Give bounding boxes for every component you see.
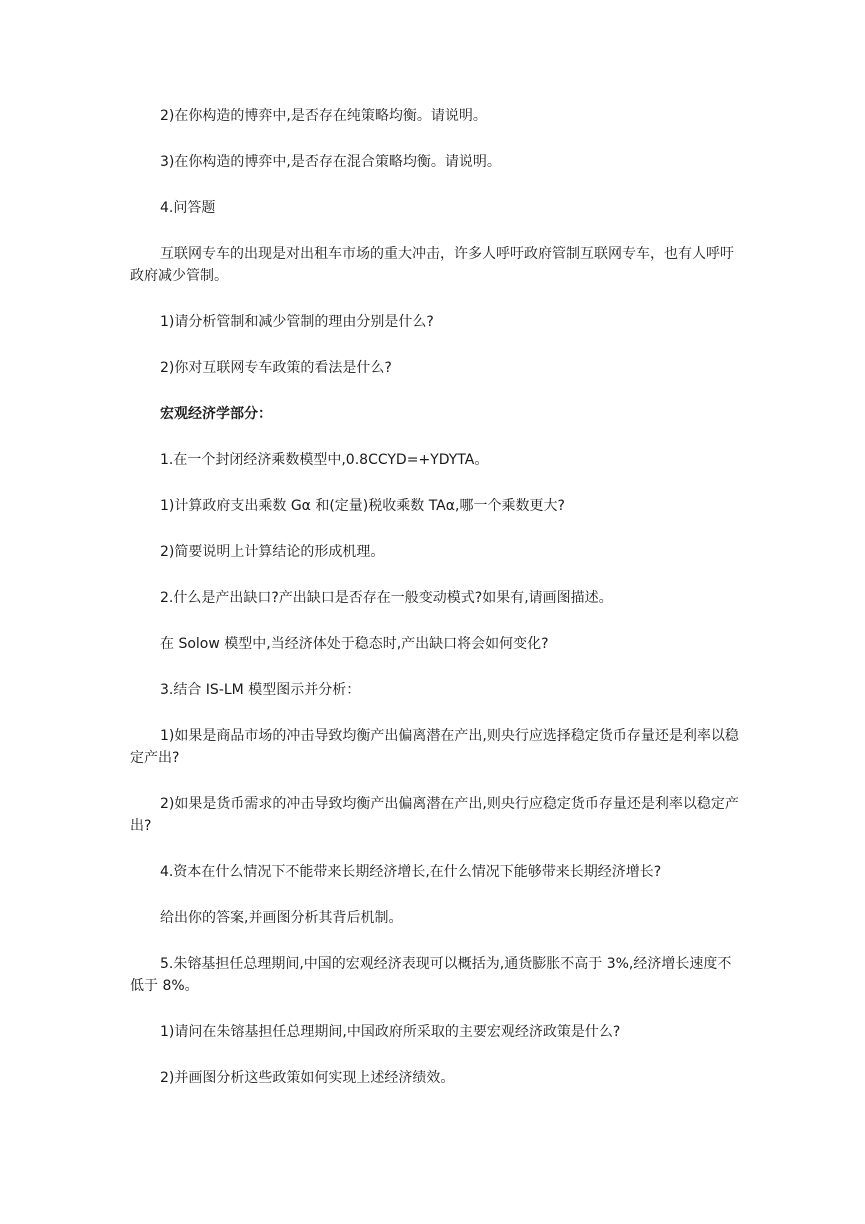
qa-question-1: 1)请分析管制和减少管制的理由分别是什么? [160,314,434,330]
question-3-mixed-strategy: 3)在你构造的博弈中,是否存在混合策略均衡。请说明。 [160,154,501,170]
macro-question-1-part-1: 1)计算政府支出乘数 Gα 和(定量)税收乘数 TAα,哪一个乘数更大? [160,498,565,514]
macro-question-4-instruction: 给出你的答案,并画图分析其背后机制。 [160,910,403,926]
qa-question-2: 2)你对互联网专车政策的看法是什么? [160,360,392,376]
macro-section-heading: 宏观经济学部分： [160,406,272,422]
macro-question-5-part-2: 2)并画图分析这些政策如何实现上述经济绩效。 [160,1070,455,1086]
macro-question-3-part-1: 1)如果是商品市场的冲击导致均衡产出偏离潜在产出,则央行应选择稳定货币存量还是利率以稳定产出? [130,728,739,766]
section-heading-qa: 4.问答题 [160,200,216,216]
macro-question-2-solow: 在 Solow 模型中,当经济体处于稳态时,产出缺口将会如何变化? [160,636,549,652]
macro-question-5: 5.朱镕基担任总理期间,中国的宏观经济表现可以概括为,通货膨胀不高于 3%,经济增长速度不低于 8%。 [130,956,732,994]
macro-question-3: 3.结合 IS-LM 模型图示并分析： [160,682,361,698]
macro-question-5-part-1: 1)请问在朱镕基担任总理期间,中国政府所采取的主要宏观经济政策是什么? [160,1024,621,1040]
macro-question-2: 2.什么是产出缺口?产出缺口是否存在一般变动模式?如果有,请画图描述。 [160,590,613,606]
qa-intro-paragraph: 互联网专车的出现是对出租车市场的重大冲击，许多人呼吁政府管制互联网专车，也有人呼吁政府减少管制。 [130,246,734,284]
macro-question-1-part-2: 2)简要说明上计算结论的形成机理。 [160,544,385,560]
macro-question-1: 1.在一个封闭经济乘数模型中,0.8CCYD=+YDYTA。 [160,452,489,468]
question-2-pure-strategy: 2)在你构造的博弈中,是否存在纯策略均衡。请说明。 [160,108,487,124]
macro-question-3-part-2: 2)如果是货币需求的冲击导致均衡产出偏离潜在产出,则央行应稳定货币存量还是利率以稳定产出? [130,796,739,834]
macro-question-4: 4.资本在什么情况下不能带来长期经济增长,在什么情况下能够带来长期经济增长? [160,864,662,880]
